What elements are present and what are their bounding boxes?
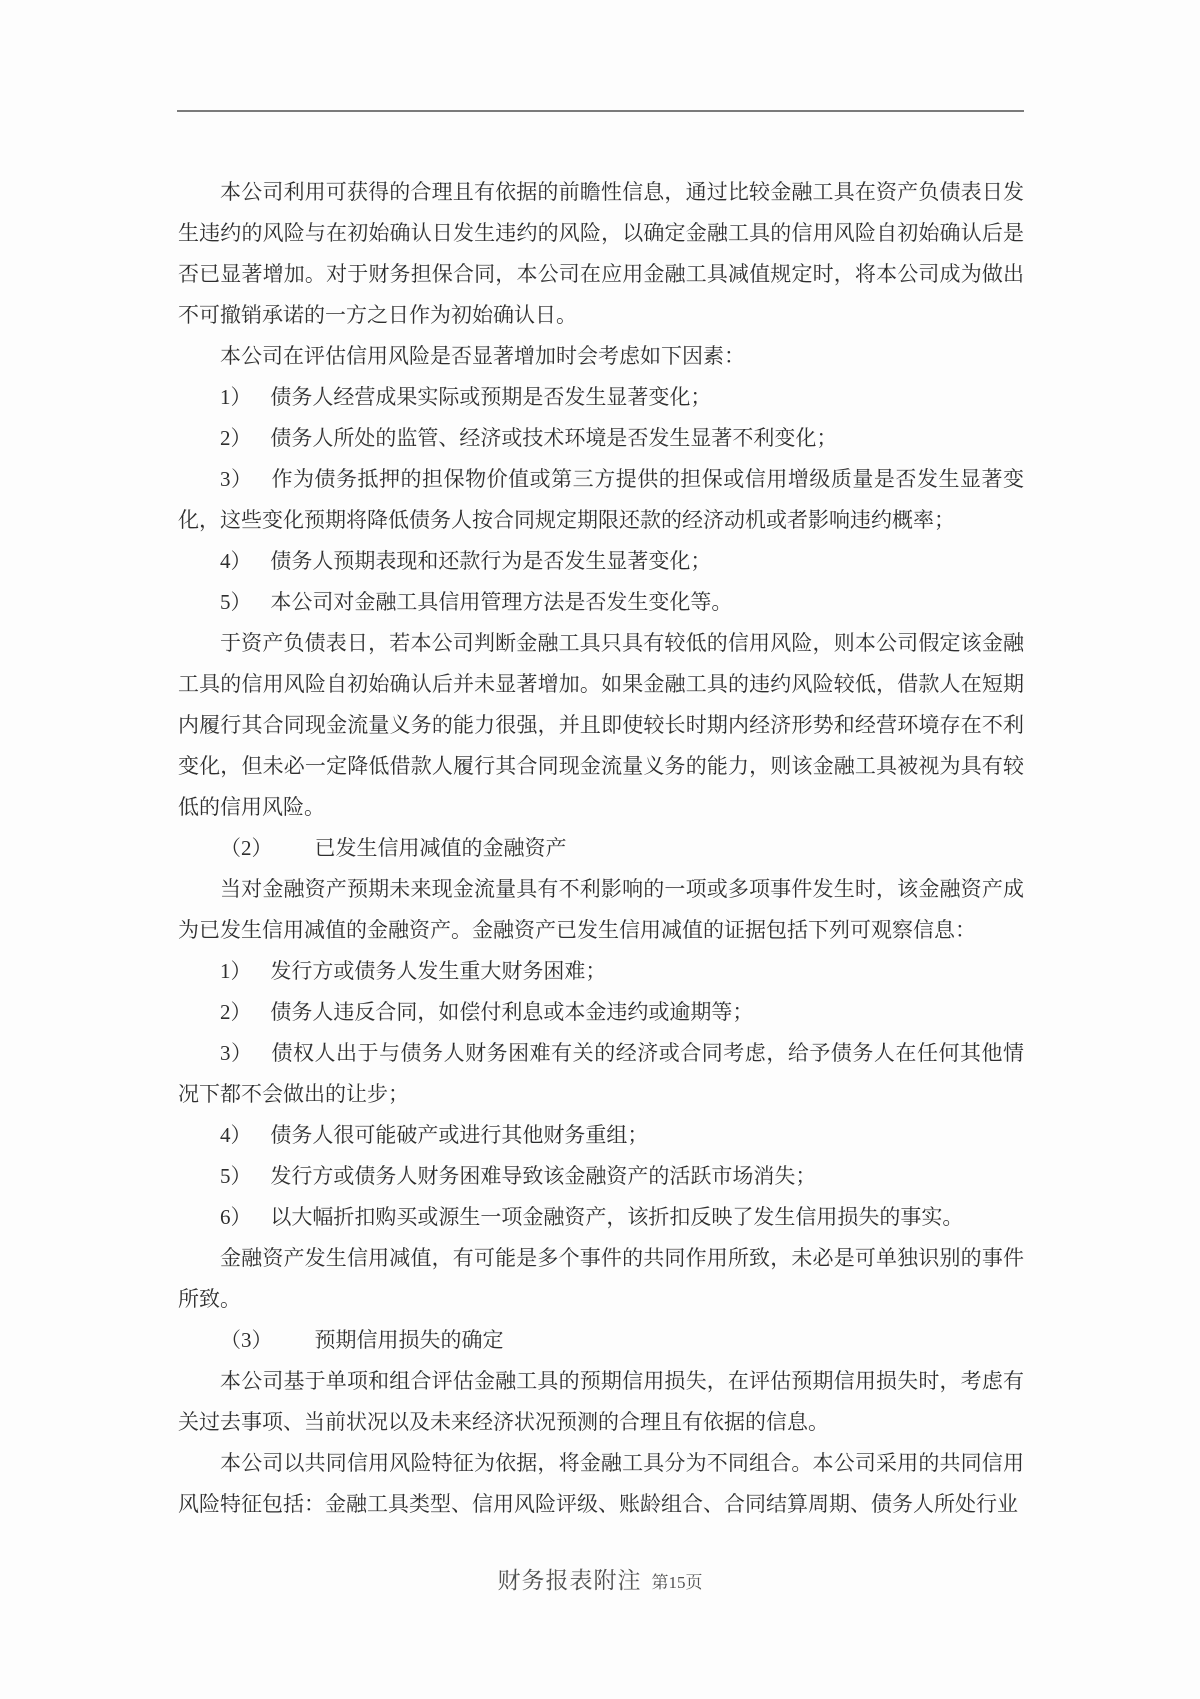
paragraph: 本公司基于单项和组合评估金融工具的预期信用损失，在评估预期信用损失时，考虑有关过去事项、当前状况以及未来经济状况预测的合理且有依据的信息。 — [178, 1369, 1024, 1434]
list-item-number: 4） — [220, 1123, 252, 1147]
header-rule — [177, 110, 1024, 112]
list-item-text: 债务人很可能破产或进行其他财务重组； — [270, 1123, 649, 1147]
list-item — [178, 1033, 1024, 1115]
list-item-number: 5） — [220, 590, 252, 614]
list-item-text: 发行方或债务人发生重大财务困难； — [270, 959, 607, 983]
paragraph: 金融资产发生信用减值，有可能是多个事件的共同作用所致，未必是可单独识别的事件所致。 — [178, 1246, 1024, 1311]
list-item-number: 1） — [220, 385, 252, 409]
list-item-number: 2） — [220, 1000, 252, 1024]
paragraph: 当对金融资产预期未来现金流量具有不利影响的一项或多项事件发生时，该金融资产成为已发生信用减值的金融资产。金融资产已发生信用减值的证据包括下列可观察信息： — [178, 877, 1024, 942]
section-number: （2） — [220, 836, 273, 860]
list-item-text: 以大幅折扣购买或源生一项金融资产，该折扣反映了发生信用损失的事实。 — [270, 1205, 964, 1229]
list-item — [178, 1197, 1024, 1238]
list-item — [178, 1115, 1024, 1156]
list-item-text: 本公司对金融工具信用管理方法是否发生变化等。 — [270, 590, 733, 614]
footer — [0, 1562, 1200, 1595]
list-item — [178, 1156, 1024, 1197]
paragraph: 本公司以共同信用风险特征为依据，将金融工具分为不同组合。本公司采用的共同信用风险特征包括：金融工具类型、信用风险评级、账龄组合、合同结算周期、债务人所处行业 — [178, 1451, 1024, 1516]
content-area — [178, 172, 1024, 1525]
paragraph: 本公司在评估信用风险是否显著增加时会考虑如下因素： — [220, 344, 745, 368]
list-item — [178, 541, 1024, 582]
list-item-text: 债务人所处的监管、经济或技术环境是否发生显著不利变化； — [270, 426, 838, 450]
section-number: （3） — [220, 1328, 273, 1352]
footer-page-number: 第15页 — [651, 1573, 703, 1592]
list-item — [178, 418, 1024, 459]
list-item-text: 债务人经营成果实际或预期是否发生显著变化； — [270, 385, 712, 409]
list-item-number: 2） — [220, 426, 252, 450]
list-item-text: 发行方或债务人财务困难导致该金融资产的活跃市场消失； — [270, 1164, 817, 1188]
list-item-number: 4） — [220, 549, 252, 573]
list-item-number: 5） — [220, 1164, 252, 1188]
list-item-number: 1） — [220, 959, 252, 983]
list-item-number: 6） — [220, 1205, 252, 1229]
section-heading — [178, 1320, 1024, 1361]
list-item — [178, 992, 1024, 1033]
list-item — [178, 459, 1024, 541]
footer-title: 财务报表附注 — [497, 1568, 642, 1593]
paragraph: 本公司利用可获得的合理且有依据的前瞻性信息，通过比较金融工具在资产负债表日发生违约的风险与在初始确认日发生违约的风险，以确定金融工具的信用风险自初始确认后是否已显著增加。对于财务担保合同，本公司在应用金融工具减值规定时，将本公司成为做出不可撤销承诺的一方之日作为初始确认日。 — [178, 180, 1024, 327]
list-item-text: 作为债务抵押的担保物价值或第三方提供的担保或信用增级质量是否发生显著变化，这些变化预期将降低债务人按合同规定期限还款的经济动机或者影响违约概率； — [178, 467, 1025, 532]
list-item — [178, 377, 1024, 418]
list-item-text: 债权人出于与债务人财务困难有关的经济或合同考虑，给予债务人在任何其他情况下都不会做出的让步； — [178, 1041, 1025, 1106]
list-item — [178, 951, 1024, 992]
section-title: 已发生信用减值的金融资产 — [314, 836, 567, 860]
list-item-number: 3） — [220, 1041, 253, 1065]
list-item-number: 3） — [220, 467, 253, 491]
list-item-text: 债务人违反合同，如偿付利息或本金违约或逾期等； — [270, 1000, 754, 1024]
paragraph: 于资产负债表日，若本公司判断金融工具只具有较低的信用风险，则本公司假定该金融工具的信用风险自初始确认后并未显著增加。如果金融工具的违约风险较低，借款人在短期内履行其合同现金流量义务的能力很强，并且即使较长时期内经济形势和经营环境存在不利变化，但未必一定降低借款人履行其合同现金流量义务的能力，则该金融工具被视为具有较低的信用风险。 — [178, 631, 1024, 819]
list-item — [178, 582, 1024, 623]
section-title: 预期信用损失的确定 — [314, 1328, 504, 1352]
section-heading — [178, 828, 1024, 869]
list-item-text: 债务人预期表现和还款行为是否发生显著变化； — [270, 549, 712, 573]
